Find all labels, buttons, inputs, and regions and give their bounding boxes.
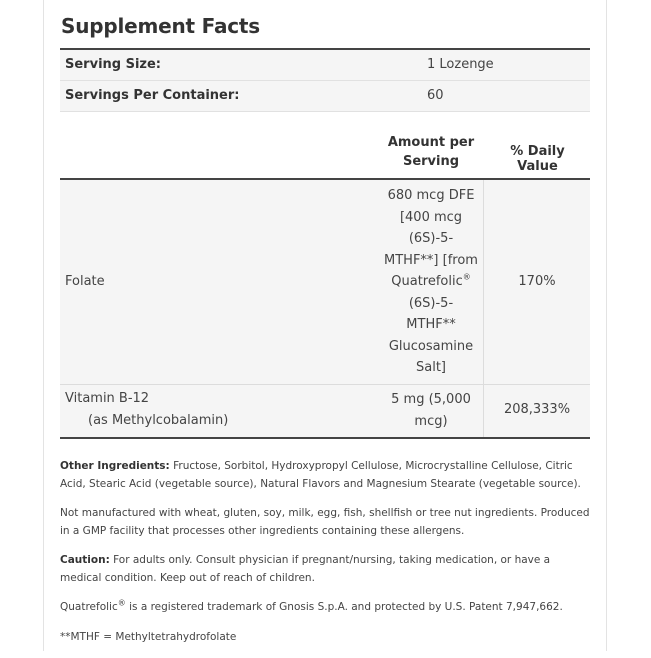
- trademark-text: is a registered trademark of Gnosis S.p.A. and protected by U.S. Patent 7,947,662.: [125, 601, 563, 613]
- trademark-name: Quatrefolic: [60, 601, 118, 613]
- trademark-statement: [60, 599, 590, 617]
- amount-line: Glucosamine: [388, 338, 474, 354]
- amount-per-serving-header: [386, 133, 476, 171]
- amount-line: mcg): [414, 413, 448, 429]
- other-ingredients-text: Fructose, Sorbitol, Hydroxypropyl Cellulose, Microcrystalline Cellulose, Citric Acid, Stearic Acid (vegetable source), Natural Flavors and Magnesium Stearate (vegetable source).: [60, 460, 581, 490]
- servings-per-container-label: Servings Per Container:: [65, 88, 240, 103]
- amount-header-line-1: Amount per: [387, 135, 475, 150]
- servings-per-container-value: 60: [427, 88, 444, 103]
- bottom-rule: [60, 437, 590, 439]
- amount-line-text: Quatrefolic: [391, 274, 463, 289]
- serving-size-value: 1 Lozenge: [427, 57, 494, 72]
- amount-line: [400 mcg: [399, 209, 463, 225]
- page-title: Supplement Facts: [61, 14, 260, 38]
- nutrient-daily-value: 170%: [518, 274, 556, 289]
- caution-text: For adults only. Consult physician if pregnant/nursing, taking medication, or have a medical condition. Keep out of reach of children.: [60, 554, 551, 584]
- amount-line: 5 mg (5,000: [391, 392, 471, 407]
- servings-per-container-row: [60, 81, 590, 112]
- amount-line: (6S)-5-: [408, 295, 454, 311]
- nutrient-daily-value: 208,333%: [503, 402, 571, 417]
- amount-line: MTHF**] [from: [384, 252, 478, 268]
- nutrient-subname: (as Methylcobalamin): [88, 413, 229, 428]
- registered-mark: ®: [462, 272, 471, 282]
- amount-header-line-2: Serving: [402, 154, 460, 169]
- amount-line: Salt]: [416, 360, 446, 375]
- other-ingredients: [60, 458, 590, 493]
- nutrient-amount: [378, 389, 484, 432]
- nutrient-amount: [378, 185, 484, 379]
- amount-line: [378, 271, 484, 293]
- notes-section: [60, 458, 590, 658]
- supplement-facts-panel: [43, 0, 607, 651]
- nutrient-row-vitamin-b12: [60, 385, 590, 437]
- footnote: **MTHF = Methyltetrahydrofolate: [60, 630, 237, 643]
- amount-line: 680 mcg DFE: [387, 188, 475, 203]
- serving-size-label: Serving Size:: [65, 57, 162, 72]
- nutrient-row-folate: [60, 180, 590, 384]
- caution-statement: [60, 552, 590, 587]
- amount-line: MTHF**: [406, 317, 456, 332]
- daily-value-header: % Daily Value: [510, 144, 565, 174]
- other-ingredients-label: Other Ingredients:: [60, 460, 170, 472]
- column-header: [60, 122, 590, 179]
- nutrient-name: Vitamin B-12: [65, 391, 150, 406]
- nutrient-name: Folate: [65, 274, 105, 289]
- serving-size-row: [60, 50, 590, 81]
- amount-line: (6S)-5-: [408, 231, 454, 246]
- allergen-statement: Not manufactured with wheat, gluten, soy, milk, egg, fish, shellfish or tree nut ingredients. Produced in a GMP facility that processes other ingredients containing these allergens.: [60, 507, 590, 537]
- caution-label: Caution:: [60, 554, 110, 566]
- registered-mark: ®: [117, 598, 126, 608]
